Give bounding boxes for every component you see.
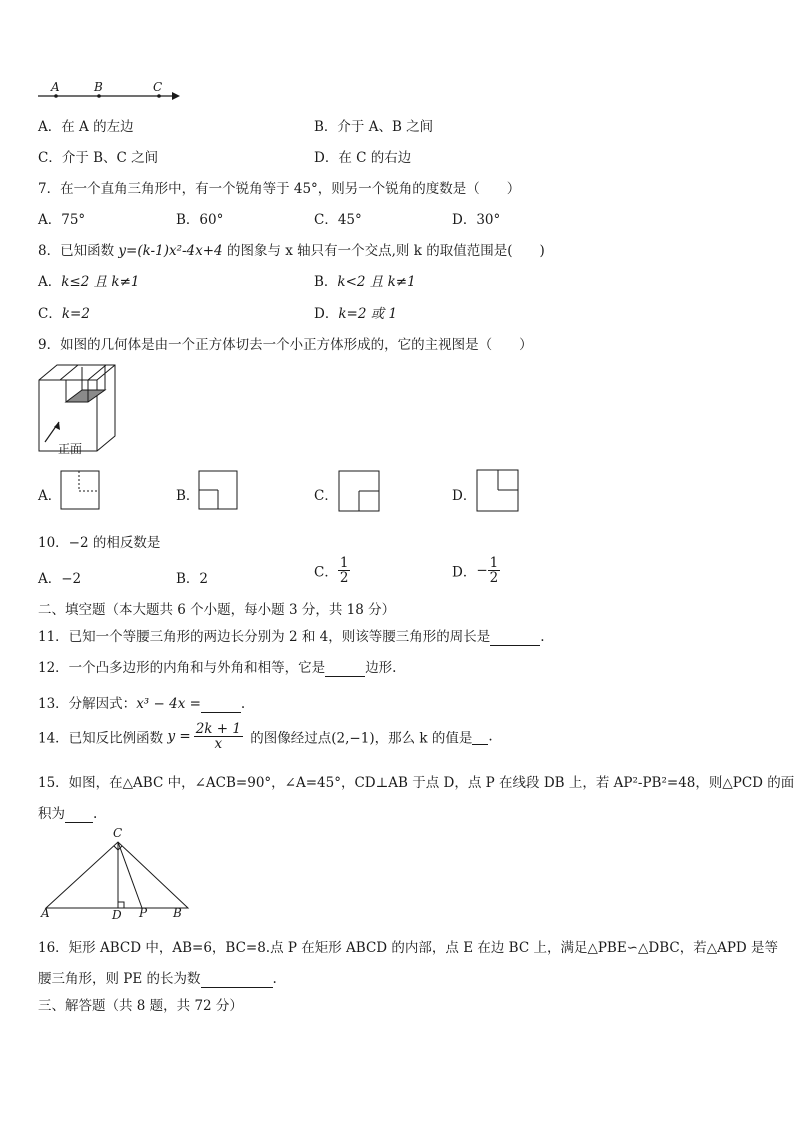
q10-option-a: A．−2 — [38, 571, 82, 587]
q15-line-2: 积为 . — [38, 806, 98, 822]
q7-option-d: D．30° — [452, 212, 501, 228]
q16-answer-blank[interactable] — [201, 971, 273, 988]
q7-option-c: C．45° — [314, 212, 362, 228]
q16-line-1: 16．矩形 ABCD 中，AB=6，BC=8.点 P 在矩形 ABCD 的内部，点 E 在边 BC 上，满足△PBE∽△DBC，若△APD 是等 — [38, 940, 779, 956]
q10-option-c: C． $\frac{1}{2}$ — [314, 555, 349, 587]
q10-stem: 10．−2 的相反数是 — [38, 535, 161, 551]
q15-label-b: B — [173, 906, 182, 920]
q14-answer-blank[interactable] — [472, 728, 488, 745]
q10-option-d-fraction: $\frac{1}{2}$ — [489, 555, 499, 587]
number-line-label-a: A — [51, 80, 60, 94]
q9-option-d-figure — [476, 469, 520, 513]
q9-option-c-letter: C． — [314, 488, 338, 504]
q6-option-a: A．在 A 的左边 — [38, 119, 134, 135]
q6-option-b: B．介于 A、B 之间 — [314, 119, 434, 135]
q13-text: 13．分解因式：x³ − 4x = . — [38, 696, 246, 712]
number-line-label-b: B — [94, 80, 103, 94]
section-2-heading: 二、填空题（本大题共 6 个小题，每小题 3 分，共 18 分） — [38, 602, 396, 618]
q8-option-c: C．k=2 — [38, 306, 90, 322]
q12-answer-blank[interactable] — [325, 660, 365, 677]
q8-option-b: B．k<2 且 k≠1 — [314, 274, 416, 290]
q15-line-1: 15．如图，在△ABC 中，∠ACB=90°，∠A=45°，CD⊥AB 于点 D，点 P 在线段 DB 上，若 AP²-PB²=48，则△PCD 的面 — [38, 775, 794, 791]
q7-stem: 7．在一个直角三角形中，有一个锐角等于 45°，则另一个锐角的度数是（ ） — [38, 181, 521, 197]
q9-option-b-letter: B． — [176, 488, 200, 504]
q8-stem: 8．已知函数 y=(k-1)x²-4x+4 的图象与 x 轴只有一个交点,则 k 的取值范围是( ) — [38, 243, 545, 259]
q15-label-c: C — [113, 826, 123, 840]
q6-option-d: D．在 C 的右边 — [314, 150, 412, 166]
q9-option-d-letter: D． — [452, 488, 477, 504]
q9-option-b-figure — [198, 470, 240, 512]
q11-text: 11．已知一个等腰三角形的两边长分别为 2 和 4，则该等腰三角形的周长是 . — [38, 629, 545, 645]
q16-line-2: 腰三角形，则 PE 的长为数 . — [38, 971, 277, 987]
q15-triangle-figure — [38, 830, 198, 916]
q6-option-c: C．介于 B、C 之间 — [38, 150, 159, 166]
q14-fraction: $\frac{2k + 1}{x}$ — [195, 721, 241, 753]
q13-answer-blank[interactable] — [201, 696, 241, 713]
q9-option-a-letter: A． — [38, 488, 62, 504]
q8-option-a: A．k≤2 且 k≠1 — [38, 274, 140, 290]
q7-option-a: A．75° — [38, 212, 86, 228]
q15-answer-blank[interactable] — [65, 806, 93, 823]
q10-option-d: D．− $\frac{1}{2}$ — [452, 555, 499, 587]
q9-stem: 9．如图的几何体是由一个正方体切去一个小正方体形成的，它的主视图是（ ） — [38, 337, 533, 353]
q15-label-a: A — [41, 906, 50, 920]
q10-option-b: B．2 — [176, 571, 209, 587]
q15-label-d: D — [112, 908, 122, 922]
q8-option-d: D．k=2 或 1 — [314, 306, 398, 322]
q11-answer-blank[interactable] — [490, 629, 540, 646]
q12-text: 12．一个凸多边形的内角和与外角和相等，它是 边形. — [38, 660, 397, 676]
q9-option-c-figure — [338, 470, 382, 514]
q10-option-c-fraction: $\frac{1}{2}$ — [339, 555, 349, 587]
q14-text: 14．已知反比例函数 y = $\frac{2k + 1}{x}$ 的图像经过点(2,−1)，那么 k 的值是 . — [38, 721, 493, 753]
number-line-label-c: C — [153, 80, 163, 94]
q9-option-a-figure — [60, 470, 102, 512]
q9-front-label: 正面 — [58, 442, 83, 456]
section-3-heading: 三、解答题（共 8 题，共 72 分） — [38, 998, 243, 1014]
q15-label-p: P — [139, 906, 148, 920]
q7-option-b: B．60° — [176, 212, 224, 228]
q8-formula: y=(k-1)x²-4x+4 — [118, 243, 223, 259]
